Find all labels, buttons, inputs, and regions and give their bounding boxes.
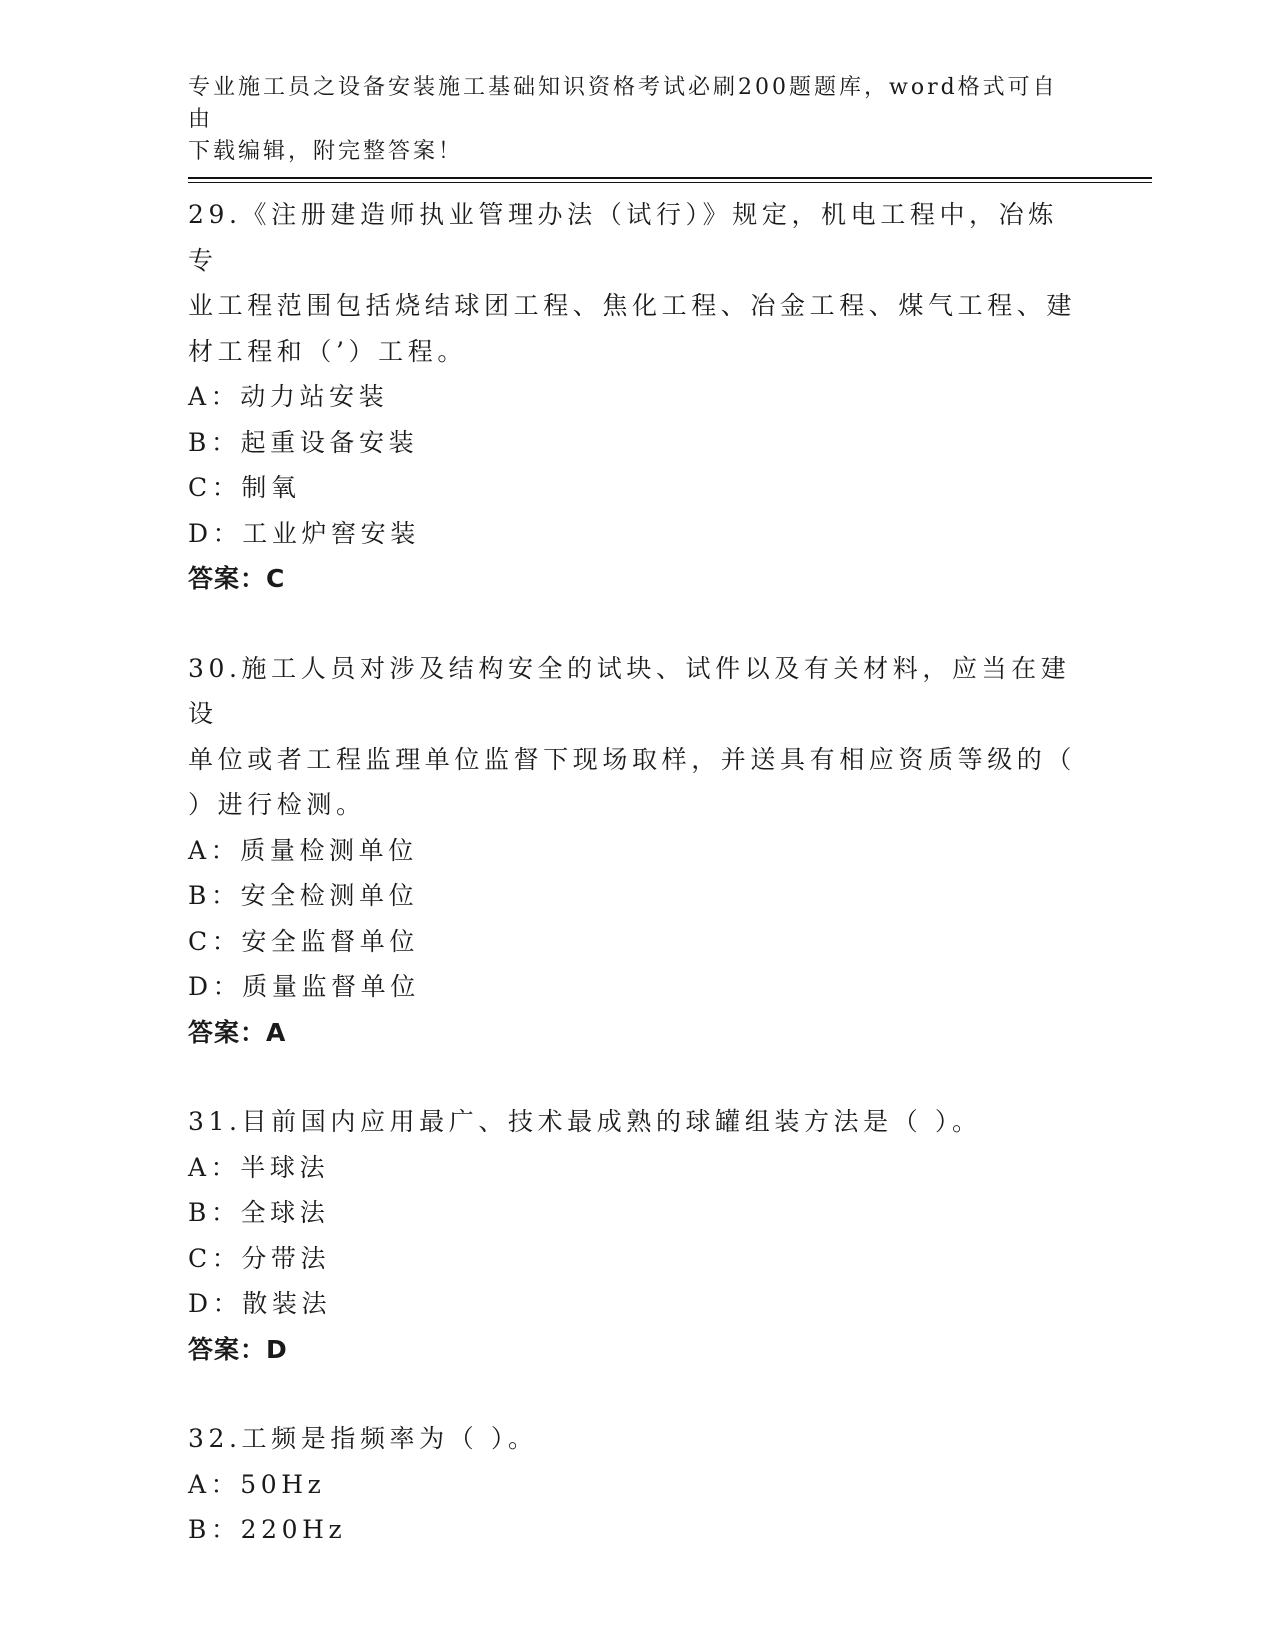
question-29 bbox=[188, 192, 1078, 602]
option-c: C：分带法 bbox=[188, 1243, 331, 1273]
option-b: B：全球法 bbox=[188, 1198, 330, 1227]
option-a: A：半球法 bbox=[188, 1152, 330, 1182]
option-a: A：质量检测单位 bbox=[188, 835, 418, 865]
question-spacer bbox=[188, 602, 1078, 646]
option-d: D：散装法 bbox=[188, 1289, 332, 1318]
header-line-1: 专业施工员之设备安装施工基础知识资格考试必刷200题题库，word格式可自由 bbox=[188, 75, 1058, 132]
document-header bbox=[188, 72, 1068, 168]
question-spacer bbox=[188, 1372, 1078, 1416]
option-d: D：工业炉窖安装 bbox=[188, 518, 420, 548]
option-d: D：质量监督单位 bbox=[188, 972, 420, 1001]
question-stem-line: 材工程和（’）工程。 bbox=[188, 336, 467, 366]
answer-label: 答案：C bbox=[188, 564, 286, 593]
question-stem-line: 31.目前国内应用最广、技术最成熟的球罐组装方法是（ ）。 bbox=[188, 1107, 982, 1136]
question-stem-line: 29.《注册建造师执业管理办法（试行）》规定，机电工程中，冶炼专 bbox=[188, 200, 1058, 275]
option-c: C：制氧 bbox=[188, 473, 301, 502]
option-b: B：安全检测单位 bbox=[188, 881, 419, 910]
option-b: B：220Hz bbox=[188, 1515, 347, 1544]
header-divider-thick bbox=[188, 177, 1152, 179]
question-list bbox=[188, 192, 1078, 1553]
option-a: A：动力站安装 bbox=[188, 382, 389, 411]
question-stem-line: 业工程范围包括烧结球团工程、焦化工程、冶金工程、煤气工程、建 bbox=[188, 291, 1077, 320]
option-b: B：起重设备安装 bbox=[188, 427, 419, 457]
answer-label: 答案：A bbox=[188, 1017, 287, 1047]
answer-label: 答案：D bbox=[188, 1334, 288, 1364]
question-31 bbox=[188, 1099, 1078, 1372]
question-stem-line: 30.施工人员对涉及结构安全的试块、试件以及有关材料，应当在建设 bbox=[188, 653, 1071, 728]
question-stem-line: ）进行检测。 bbox=[188, 790, 366, 819]
question-32 bbox=[188, 1416, 1078, 1553]
question-stem-line: 单位或者工程监理单位监督下现场取样，并送具有相应资质等级的（ bbox=[188, 744, 1077, 774]
question-30 bbox=[188, 646, 1078, 1056]
question-spacer bbox=[188, 1055, 1078, 1099]
option-a: A：50Hz bbox=[188, 1469, 326, 1499]
question-stem-line: 32.工频是指频率为（ ）。 bbox=[188, 1424, 538, 1453]
option-c: C：安全监督单位 bbox=[188, 926, 419, 956]
header-divider-thin bbox=[188, 182, 1152, 183]
header-line-2: 下载编辑，附完整答案！ bbox=[188, 139, 464, 164]
